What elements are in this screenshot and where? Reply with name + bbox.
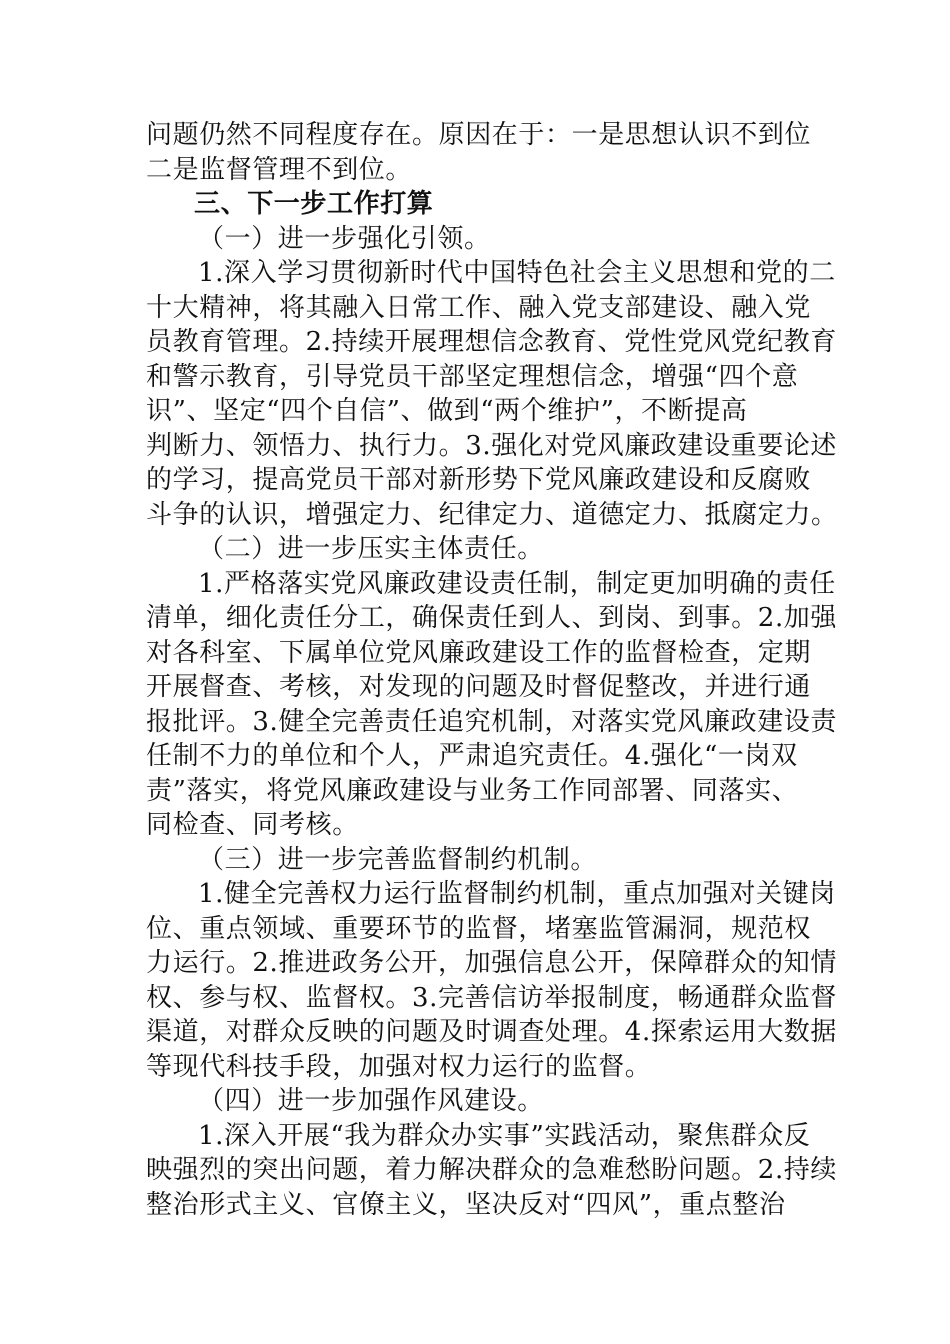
paragraph-first-line: 1.深入开展“我为群众办实事”实践活动，聚焦群众反 bbox=[198, 1120, 811, 1151]
body-line: 权、参与权、监督权。3.完善信访举报制度，畅通群众监督 bbox=[146, 982, 838, 1013]
body-line: 责”落实，将党风廉政建设与业务工作同部署、同落实、 bbox=[146, 775, 799, 806]
subsection-heading: （三）进一步完善监督制约机制。 bbox=[198, 844, 598, 875]
body-line: 渠道，对群众反映的问题及时调查处理。4.探索运用大数据 bbox=[146, 1017, 838, 1047]
body-line: 和警示教育，引导党员干部坚定理想信念，增强“四个意 bbox=[146, 361, 799, 392]
body-line: 斗争的认识，增强定力、纪律定力、道德定力、抵腐定力。 bbox=[146, 499, 838, 530]
document-page bbox=[146, 118, 838, 1222]
paragraph-first-line: 1.健全完善权力运行监督制约机制，重点加强对关键岗 bbox=[198, 879, 836, 909]
body-line: 员教育管理。2.持续开展理想信念教育、党性党风党纪教育 bbox=[146, 327, 838, 357]
subsection-heading: （四）进一步加强作风建设。 bbox=[198, 1086, 544, 1116]
paragraph-first-line: 1.深入学习贯彻新时代中国特色社会主义思想和党的二 bbox=[198, 258, 836, 288]
subsection-heading: （一）进一步强化引领。 bbox=[198, 223, 491, 254]
body-line: 映强烈的突出问题，着力解决群众的急难愁盼问题。2.持续 bbox=[146, 1155, 838, 1185]
body-line: 位、重点领域、重要环节的监督，堵塞监管漏洞，规范权 bbox=[146, 913, 812, 944]
body-line: 问题仍然不同程度存在。原因在于：一是思想认识不到位 bbox=[146, 120, 812, 150]
body-line: 的学习，提高党员干部对新形势下党风廉政建设和反腐败 bbox=[146, 465, 812, 495]
subsection-heading: （二）进一步压实主体责任。 bbox=[198, 534, 544, 564]
body-line: 识”、坚定“四个自信”、做到“两个维护”，不断提高 bbox=[146, 396, 748, 426]
body-line: 力运行。2.推进政务公开，加强信息公开，保障群众的知情 bbox=[146, 948, 838, 978]
body-line: 等现代科技手段，加强对权力运行的监督。 bbox=[146, 1051, 652, 1082]
body-line: 任制不力的单位和个人，严肃追究责任。4.强化“一岗双 bbox=[146, 741, 798, 771]
body-line: 二是监督管理不到位。 bbox=[146, 154, 413, 185]
section-heading: 三、下一步工作打算 bbox=[194, 189, 434, 219]
body-line: 对各科室、下属单位党风廉政建设工作的监督检查，定期 bbox=[146, 637, 812, 668]
body-line: 整治形式主义、官僚主义，坚决反对“四风”，重点整治 bbox=[146, 1189, 786, 1220]
body-line: 十大精神，将其融入日常工作、融入党支部建设、融入党 bbox=[146, 292, 812, 323]
body-line: 清单，细化责任分工，确保责任到人、到岗、到事。2.加强 bbox=[146, 603, 838, 633]
body-line: 同检查、同考核。 bbox=[146, 810, 359, 840]
body-line: 判断力、领悟力、执行力。3.强化对党风廉政建设重要论述 bbox=[146, 430, 838, 461]
body-line: 开展督查、考核，对发现的问题及时督促整改，并进行通 bbox=[146, 672, 812, 702]
paragraph-first-line: 1.严格落实党风廉政建设责任制，制定更加明确的责任 bbox=[198, 568, 836, 599]
body-line: 报批评。3.健全完善责任追究机制，对落实党风廉政建设责 bbox=[146, 706, 838, 737]
